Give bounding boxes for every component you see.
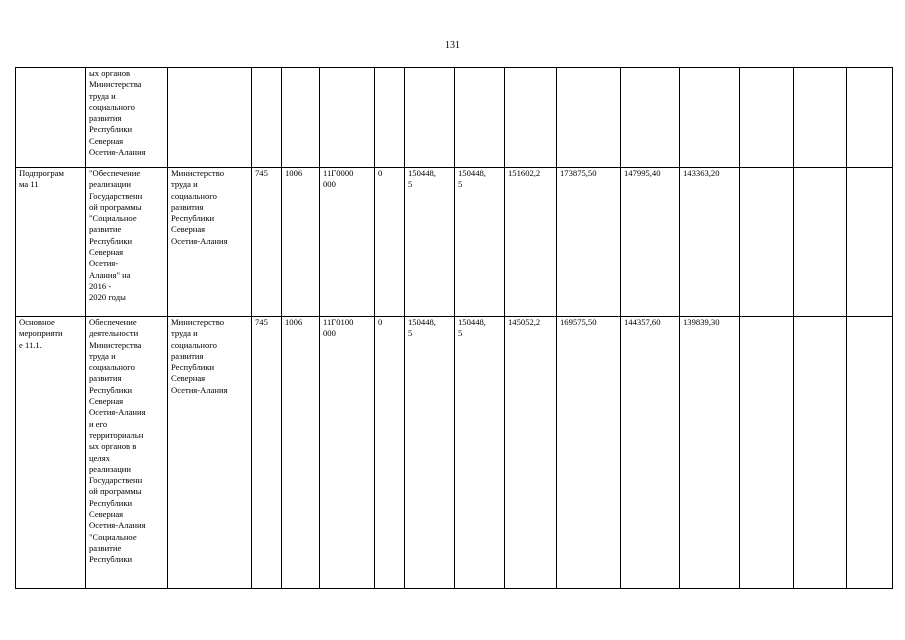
table-cell-value: 145052,2 <box>505 317 557 589</box>
table-cell-target-article <box>320 68 375 168</box>
table-cell-expense-type: 0 <box>375 317 405 589</box>
table-cell-value: 169575,50 <box>557 317 621 589</box>
table-row <box>16 168 893 317</box>
table-cell-expense-type <box>375 68 405 168</box>
table-cell-program-name: Обеспечение деятельности Министерства труда и социального развития Республики Северная Осетия-Алания и его территориальн ых органов в целях реализации Государственн ой программы Республики Северная Осетия-Алания "Социальное развитие Республики <box>86 317 168 589</box>
page-number: 131 <box>445 40 460 51</box>
table-cell-value: 150448, 5 <box>405 168 455 317</box>
table-cell-grbs <box>252 68 282 168</box>
table-cell-value: 150448, 5 <box>405 317 455 589</box>
table-cell-target-article: 11Г0100 000 <box>320 317 375 589</box>
table-cell-executor: Министерство труда и социального развития Республики Северная Осетия-Алания <box>168 168 252 317</box>
table-cell-value <box>505 68 557 168</box>
table-cell-section: 1006 <box>282 317 320 589</box>
table-cell-value: 173875,50 <box>557 168 621 317</box>
table-cell-value <box>740 168 794 317</box>
table-cell-value <box>794 68 847 168</box>
budget-table <box>15 67 893 589</box>
table-cell-value <box>740 68 794 168</box>
table-cell-value <box>847 168 893 317</box>
table-cell-value <box>455 68 505 168</box>
table-cell-value: 147995,40 <box>621 168 680 317</box>
table-cell-value <box>740 317 794 589</box>
table-cell-executor <box>168 68 252 168</box>
table-cell-target-article: 11Г0000 000 <box>320 168 375 317</box>
table-cell-value <box>680 68 740 168</box>
table-cell-value <box>621 68 680 168</box>
table-cell-value: 139839,30 <box>680 317 740 589</box>
table-cell-value: 144357,60 <box>621 317 680 589</box>
table-cell-section: 1006 <box>282 168 320 317</box>
table-cell-section <box>282 68 320 168</box>
table-cell-value <box>847 68 893 168</box>
table-cell-value <box>794 168 847 317</box>
table-row <box>16 68 893 168</box>
table-cell-value: 151602,2 <box>505 168 557 317</box>
table-cell-value <box>405 68 455 168</box>
table-cell-value: 143363,20 <box>680 168 740 317</box>
table-cell-expense-type: 0 <box>375 168 405 317</box>
table-cell-grbs: 745 <box>252 317 282 589</box>
table-cell-program-name: ых органов Министерства труда и социального развития Республики Северная Осетия-Алания <box>86 68 168 168</box>
table-cell-grbs: 745 <box>252 168 282 317</box>
table-cell-program-code: Основное мероприяти е 11.1. <box>16 317 86 589</box>
table-cell-value: 150448, 5 <box>455 168 505 317</box>
table-row <box>16 317 893 589</box>
table-cell-value <box>794 317 847 589</box>
table-cell-value <box>557 68 621 168</box>
table-cell-program-code: Подпрограм ма 11 <box>16 168 86 317</box>
table-cell-value <box>847 317 893 589</box>
table-cell-program-name: "Обеспечение реализации Государственн ой программы "Социальное развитие Республики Северная Осетия- Алания" на 2016 - 2020 годы <box>86 168 168 317</box>
table-cell-program-code <box>16 68 86 168</box>
table-cell-executor: Министерство труда и социального развития Республики Северная Осетия-Алания <box>168 317 252 589</box>
table-cell-value: 150448, 5 <box>455 317 505 589</box>
